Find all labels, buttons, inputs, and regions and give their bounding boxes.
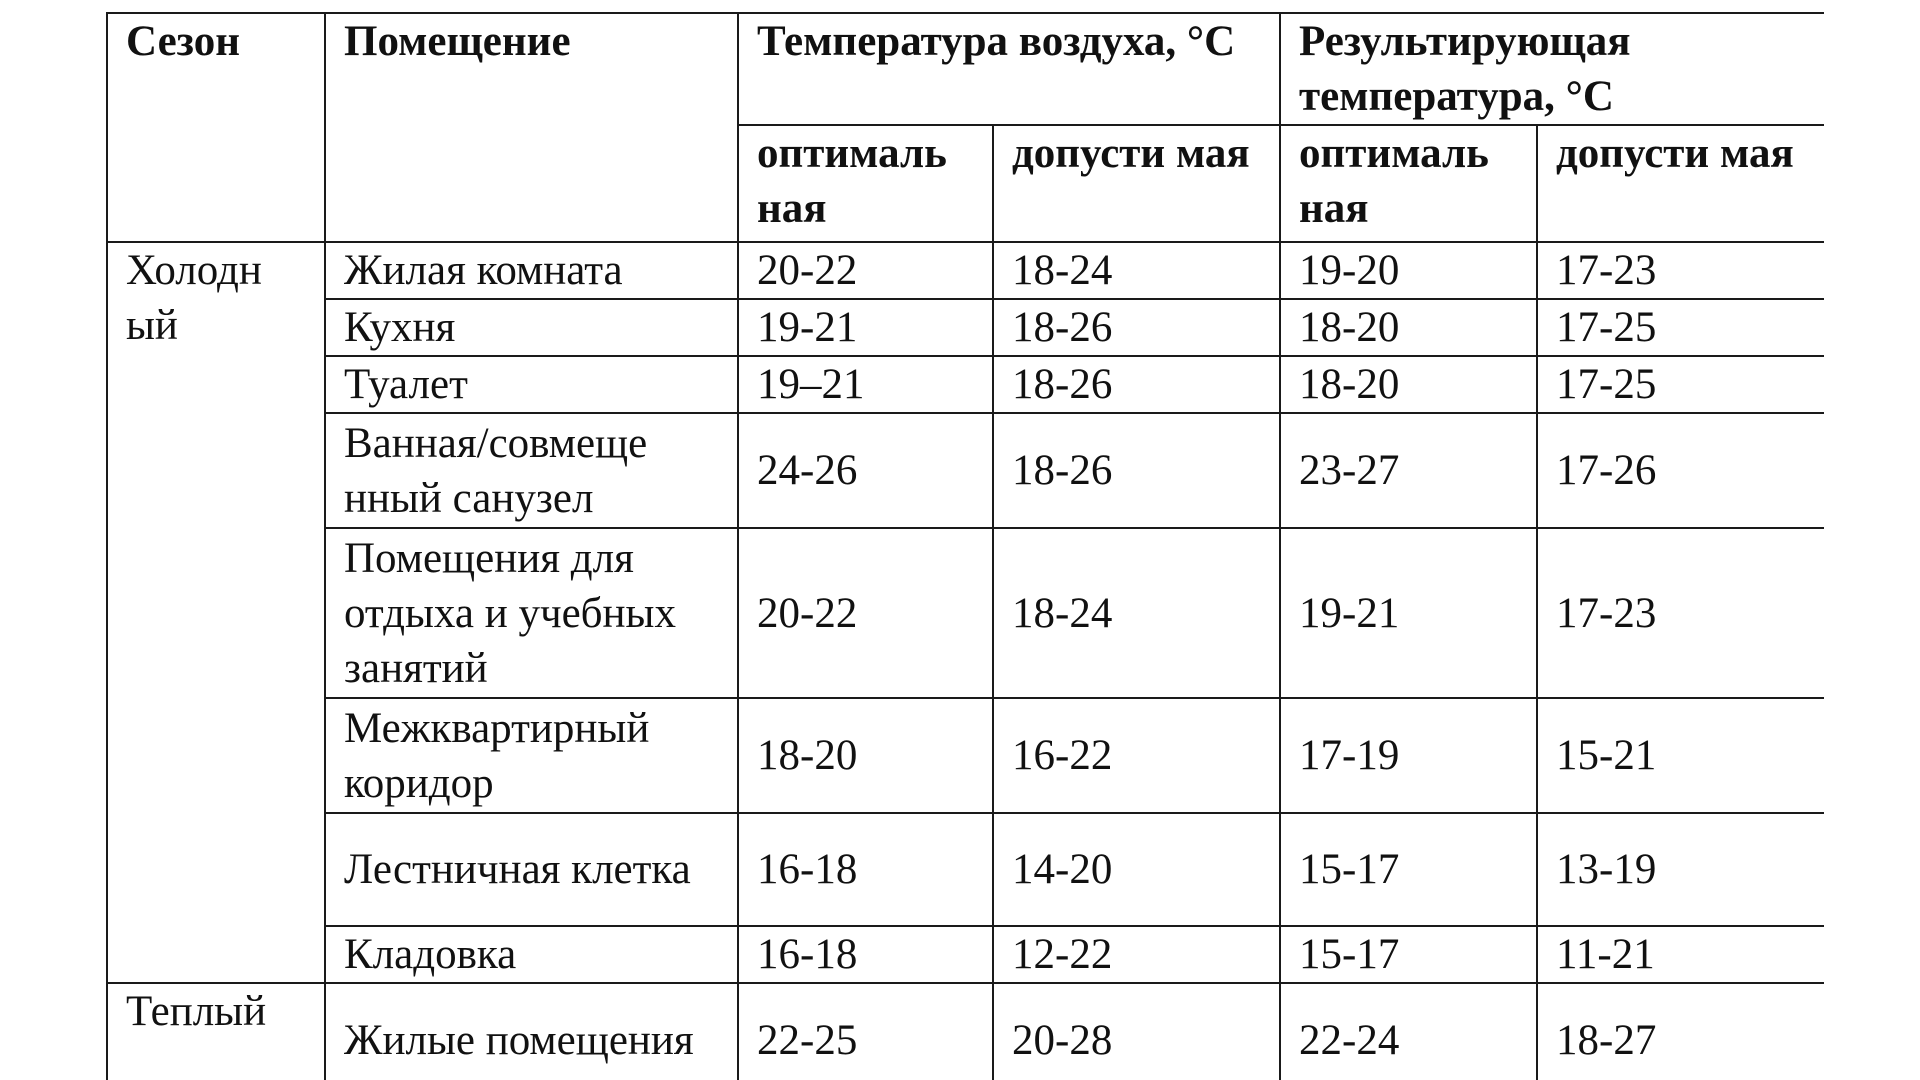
room-cell: Лестничная клетка [325, 813, 738, 926]
table-row [107, 926, 1824, 983]
air-permissible-cell: 18-26 [993, 299, 1280, 356]
room-cell: Жилые помещения [325, 983, 738, 1080]
header-season: Сезон [107, 13, 325, 242]
room-cell: Кладовка [325, 926, 738, 983]
document-page [106, 12, 1824, 1080]
table-row [107, 698, 1824, 813]
table-row [107, 299, 1824, 356]
air-permissible-cell: 18-26 [993, 413, 1280, 528]
air-optimal-cell: 16-18 [738, 926, 993, 983]
air-permissible-cell: 18-24 [993, 528, 1280, 698]
res-optimal-cell: 19-20 [1280, 242, 1537, 299]
subheader-air-permissible: допусти мая [993, 125, 1280, 242]
room-cell: Ванная/совмеще нный санузел [325, 413, 738, 528]
room-cell: Межквартирный коридор [325, 698, 738, 813]
subheader-air-optimal: оптималь ная [738, 125, 993, 242]
res-permissible-cell: 17-26 [1537, 413, 1824, 528]
room-cell: Жилая комната [325, 242, 738, 299]
room-cell: Кухня [325, 299, 738, 356]
table-row [107, 983, 1824, 1080]
table-row [107, 528, 1824, 698]
air-optimal-cell: 18-20 [738, 698, 993, 813]
res-optimal-cell: 15-17 [1280, 926, 1537, 983]
subheader-res-permissible: допусти мая [1537, 125, 1824, 242]
header-row [107, 13, 1824, 125]
air-optimal-cell: 22-25 [738, 983, 993, 1080]
table-row [107, 242, 1824, 299]
air-optimal-cell: 20-22 [738, 528, 993, 698]
res-permissible-cell: 15-21 [1537, 698, 1824, 813]
res-permissible-cell: 17-25 [1537, 356, 1824, 413]
res-permissible-cell: 17-23 [1537, 242, 1824, 299]
air-permissible-cell: 20-28 [993, 983, 1280, 1080]
res-permissible-cell: 17-25 [1537, 299, 1824, 356]
res-optimal-cell: 18-20 [1280, 356, 1537, 413]
air-optimal-cell: 16-18 [738, 813, 993, 926]
header-air-temperature: Температура воздуха, °С [738, 13, 1280, 125]
res-optimal-cell: 23-27 [1280, 413, 1537, 528]
res-optimal-cell: 22-24 [1280, 983, 1537, 1080]
table-row [107, 813, 1824, 926]
air-permissible-cell: 12-22 [993, 926, 1280, 983]
air-optimal-cell: 24-26 [738, 413, 993, 528]
air-permissible-cell: 18-24 [993, 242, 1280, 299]
room-cell: Помещения для отдыха и учебных занятий [325, 528, 738, 698]
season-cell: Теплый [107, 983, 325, 1080]
room-cell: Туалет [325, 356, 738, 413]
res-permissible-cell: 13-19 [1537, 813, 1824, 926]
air-optimal-cell: 19-21 [738, 299, 993, 356]
table-row [107, 356, 1824, 413]
res-permissible-cell: 17-23 [1537, 528, 1824, 698]
res-optimal-cell: 18-20 [1280, 299, 1537, 356]
header-room: Помещение [325, 13, 738, 242]
air-permissible-cell: 18-26 [993, 356, 1280, 413]
air-optimal-cell: 19–21 [738, 356, 993, 413]
air-optimal-cell: 20-22 [738, 242, 993, 299]
header-resulting-temperature: Результирующая температура, °С [1280, 13, 1824, 125]
table-row [107, 413, 1824, 528]
temperature-norms-table [106, 12, 1824, 1080]
res-permissible-cell: 11-21 [1537, 926, 1824, 983]
season-cell: Холодн ый [107, 242, 325, 983]
res-optimal-cell: 17-19 [1280, 698, 1537, 813]
res-permissible-cell: 18-27 [1537, 983, 1824, 1080]
res-optimal-cell: 19-21 [1280, 528, 1537, 698]
air-permissible-cell: 14-20 [993, 813, 1280, 926]
res-optimal-cell: 15-17 [1280, 813, 1537, 926]
air-permissible-cell: 16-22 [993, 698, 1280, 813]
subheader-res-optimal: оптималь ная [1280, 125, 1537, 242]
